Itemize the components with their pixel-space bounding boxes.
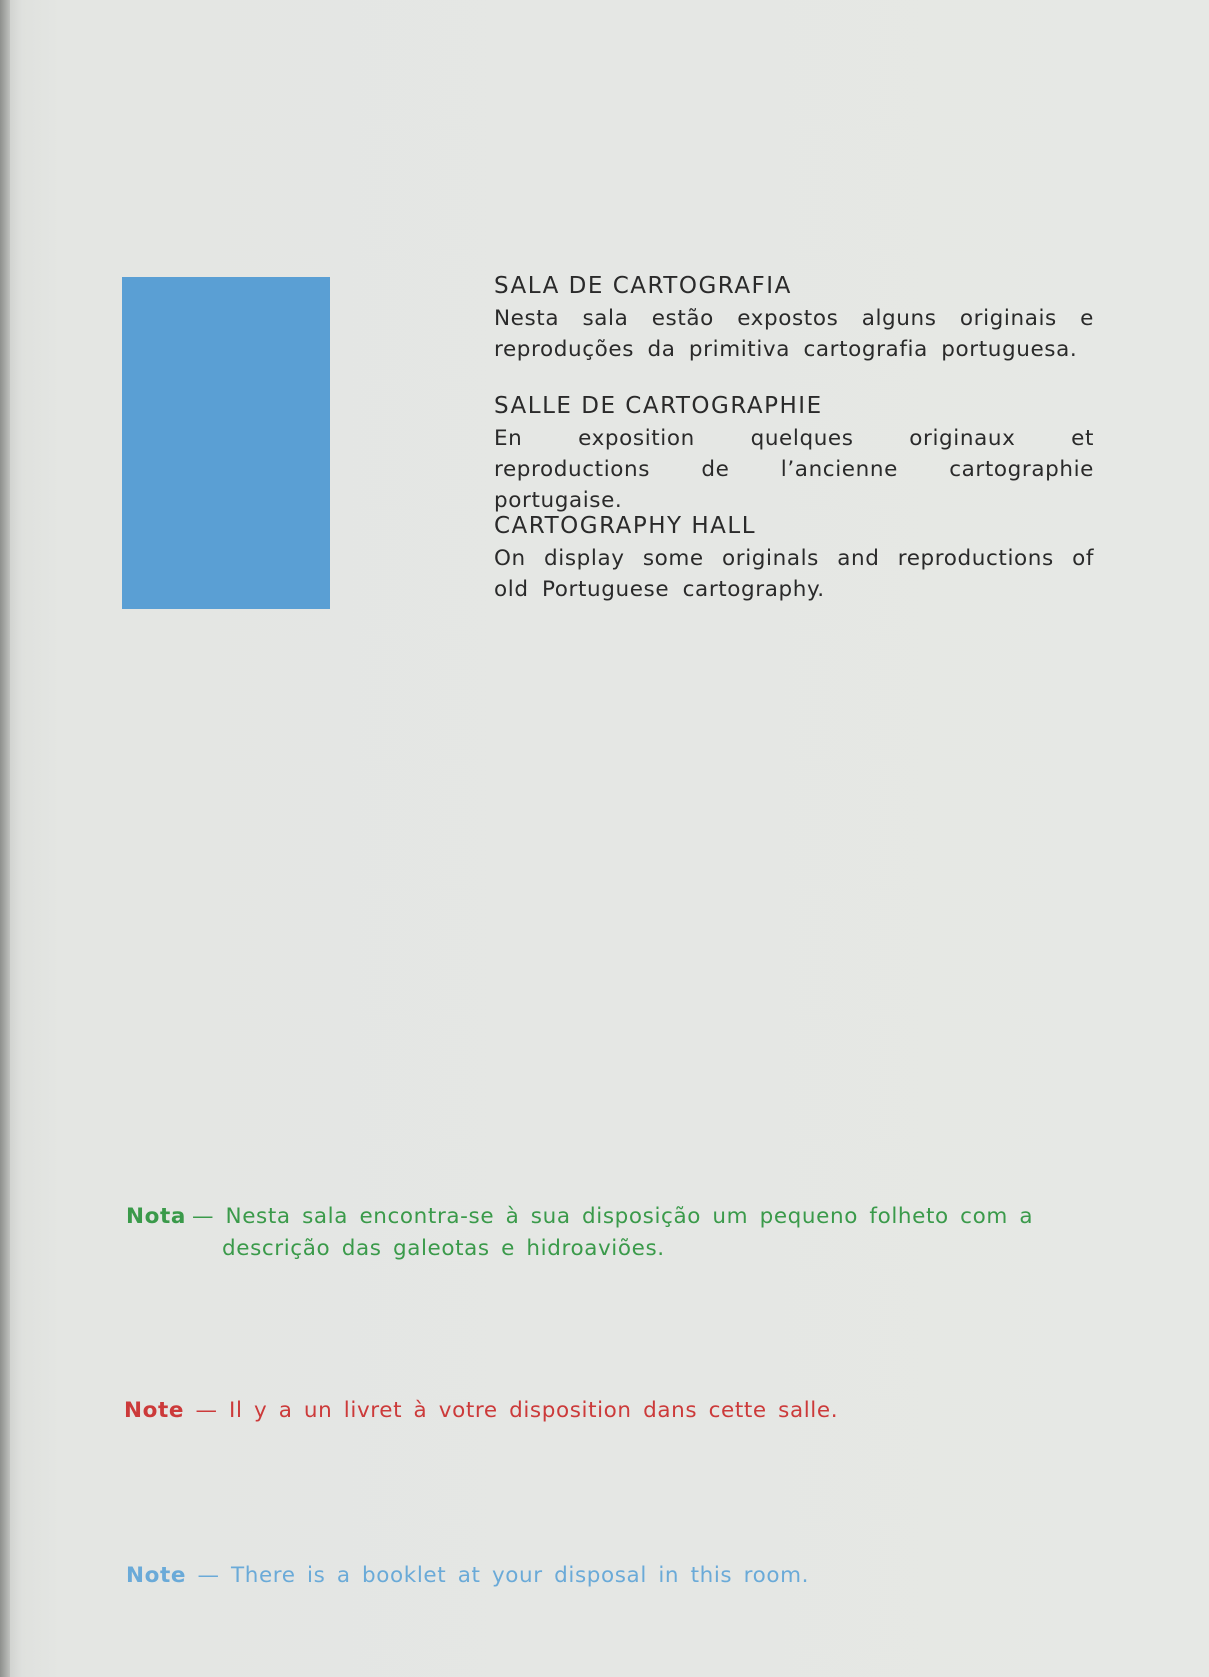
note-dash-portuguese: — xyxy=(192,1204,226,1229)
section-french xyxy=(494,391,1094,516)
note-text-portuguese: Nesta sala encontra-se à sua disposição um pequeno folheto com a descrição das galeotas e hidroaviões. xyxy=(222,1204,1034,1261)
section-body-english: On display some originals and reproductions of old Portuguese cartography. xyxy=(494,546,1094,602)
note-french xyxy=(124,1395,838,1427)
section-portuguese xyxy=(494,271,1094,365)
section-body-french: En exposition quelques originaux et reproductions de l’ancienne cartographie portugaise. xyxy=(494,426,1094,513)
note-dash-french: — xyxy=(184,1398,229,1423)
page-spine-shadow xyxy=(0,0,10,1677)
section-english xyxy=(494,511,1094,605)
note-label-portuguese: Nota xyxy=(126,1204,186,1229)
note-label-english: Note xyxy=(126,1563,187,1588)
section-title-french: SALLE DE CARTOGRAPHIE xyxy=(494,393,823,419)
section-title-portuguese: SALA DE CARTOGRAFIA xyxy=(494,273,792,299)
note-dash-english: — xyxy=(186,1563,231,1588)
note-text-english: There is a booklet at your disposal in this room. xyxy=(231,1563,810,1588)
section-title-english: CARTOGRAPHY HALL xyxy=(494,513,757,539)
note-english xyxy=(126,1560,809,1592)
note-portuguese xyxy=(126,1201,1066,1265)
section-body-portuguese: Nesta sala estão expostos alguns originais e reproduções da primitiva cartografia portuguesa. xyxy=(494,306,1094,362)
note-label-french: Note xyxy=(124,1398,185,1423)
note-text-french: Il y a un livret à votre disposition dans cette salle. xyxy=(229,1398,839,1423)
blue-color-block xyxy=(122,277,330,609)
